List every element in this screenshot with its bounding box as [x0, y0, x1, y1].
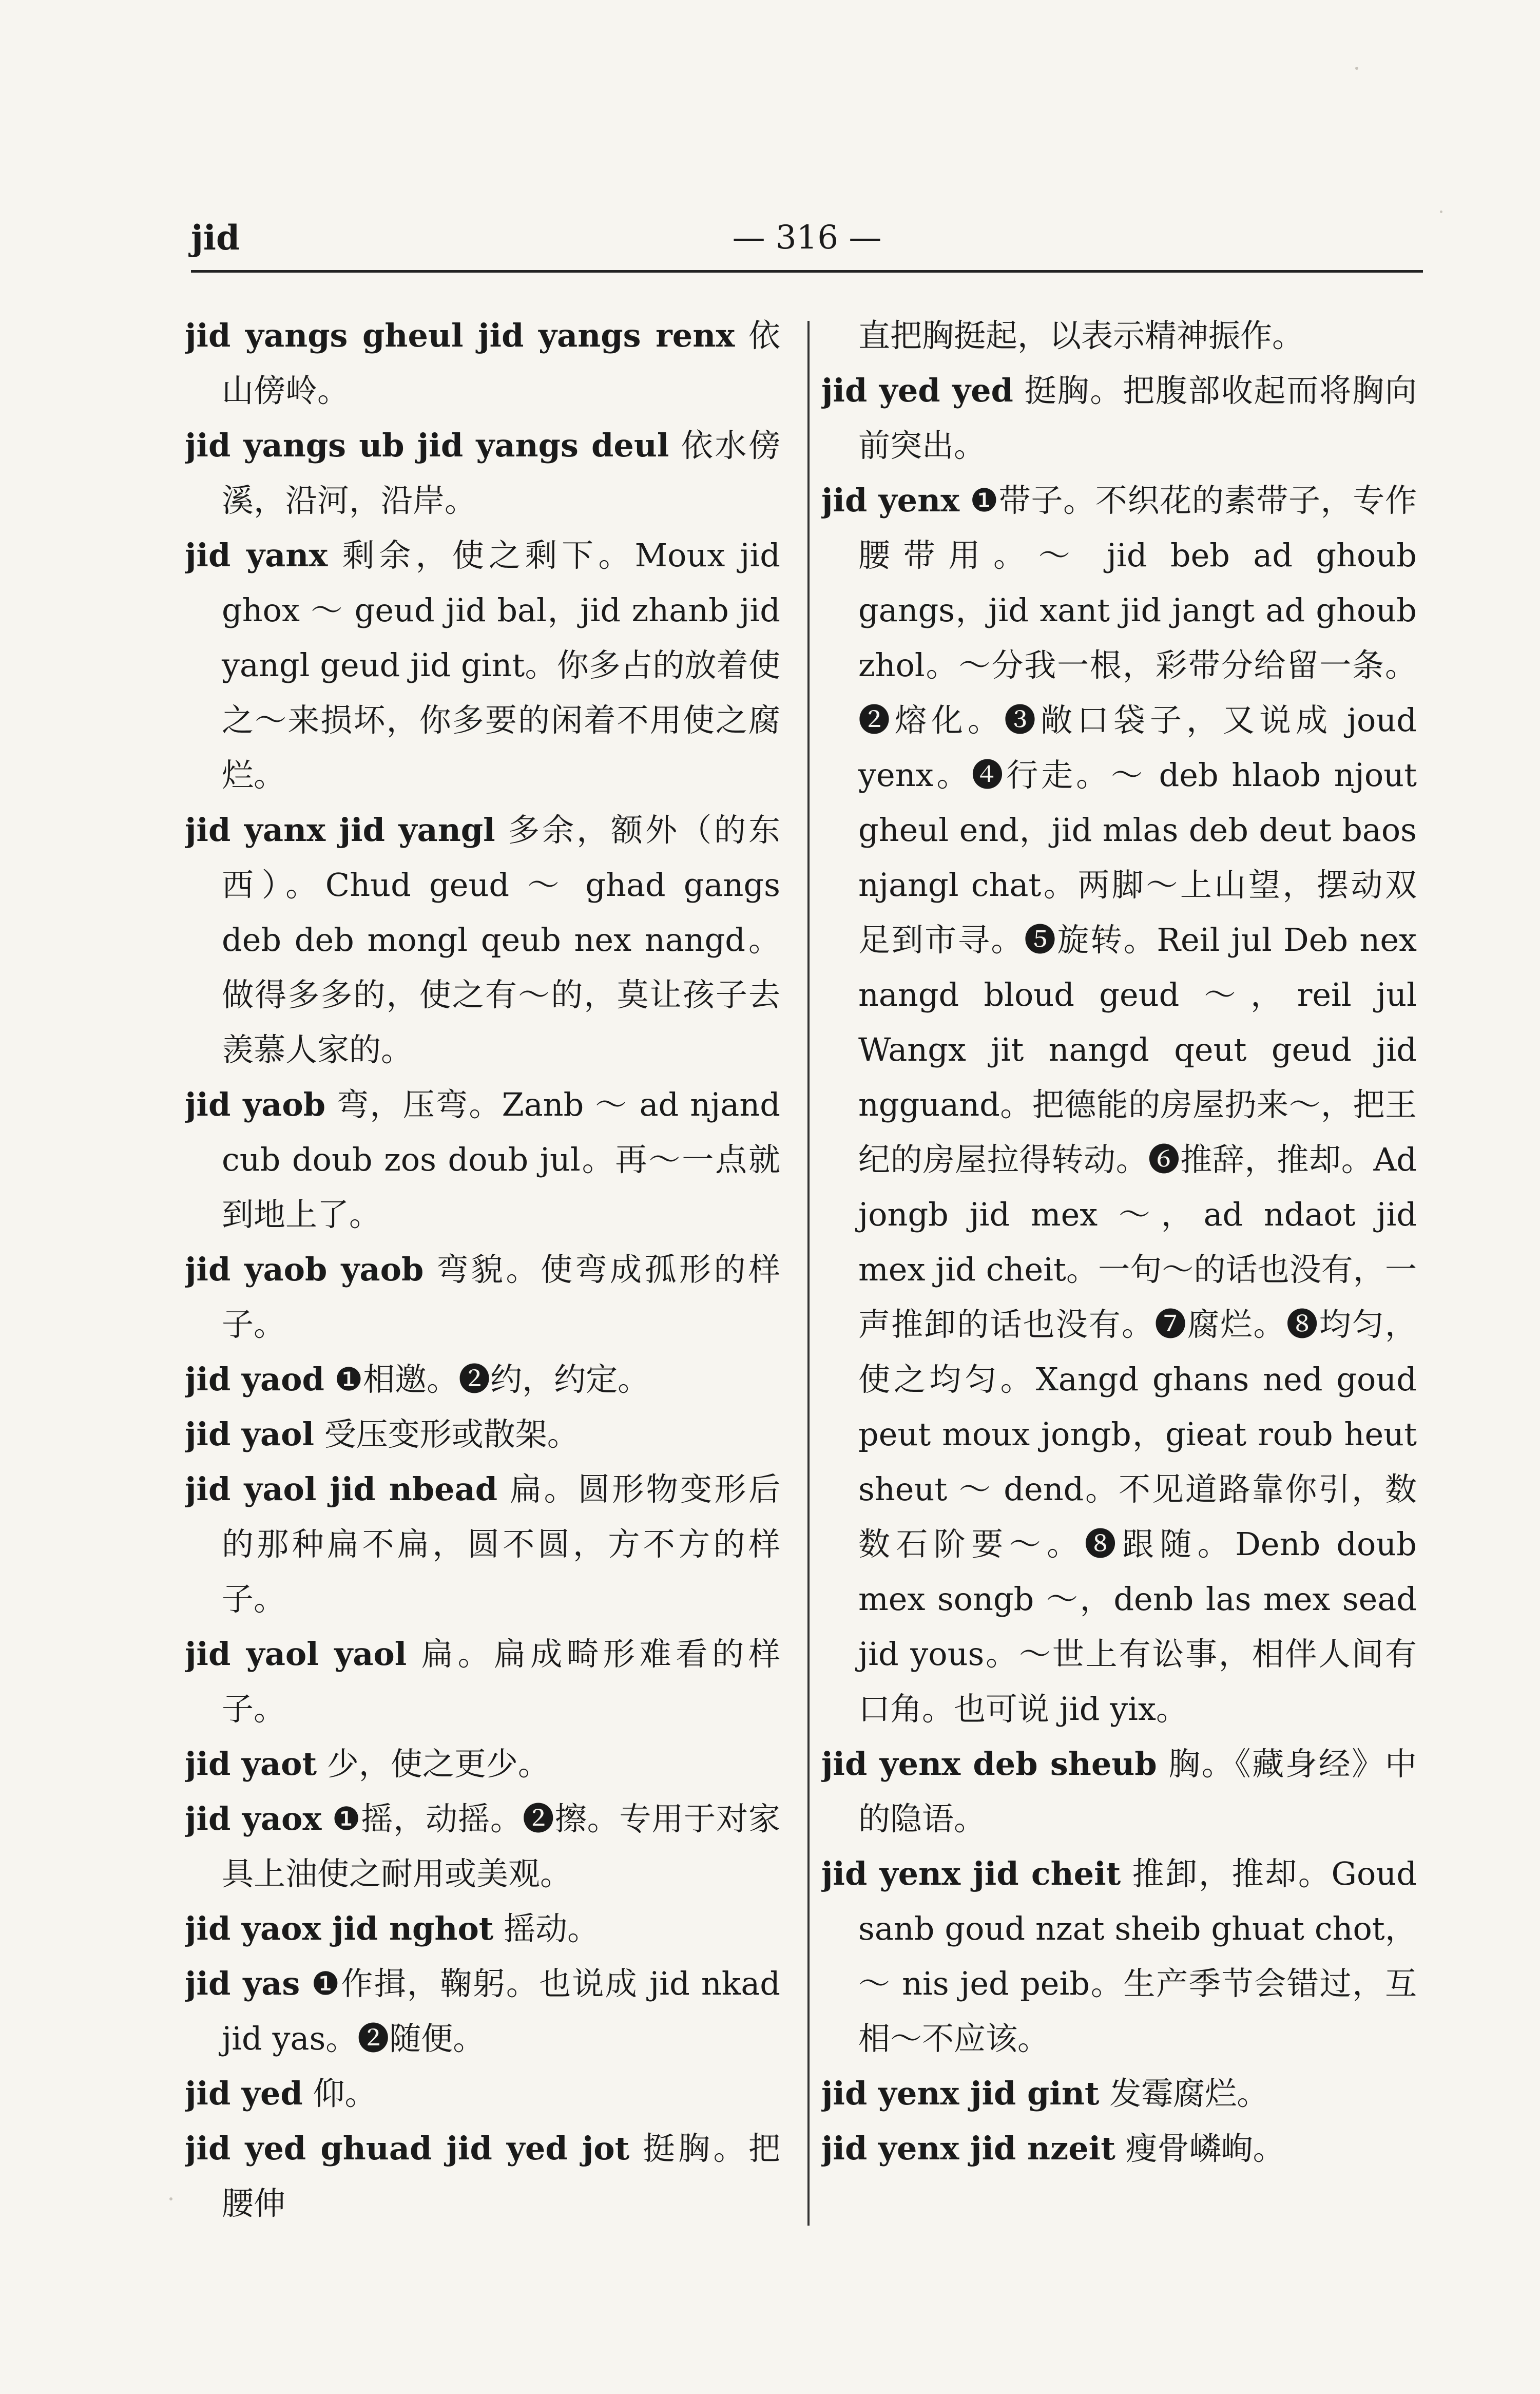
dictionary-entry: [185, 1956, 780, 2066]
entry-headword: jid yenx: [821, 482, 960, 519]
entry-definition: ❶相邀。❷约，约定。: [324, 1361, 650, 1398]
entry-headword: jid yaol: [185, 1415, 315, 1453]
entry-headword: jid yaox jid nghot: [185, 1910, 494, 1947]
entry-definition: 瘦骨嶙峋。: [1115, 2130, 1285, 2167]
entry-headword: jid yed: [185, 2075, 303, 2112]
entry-headword: jid yanx: [185, 537, 328, 574]
header-rule: [191, 270, 1423, 273]
dictionary-entry: [185, 1791, 780, 1901]
dictionary-entry: [185, 1407, 780, 1462]
dictionary-entry: [185, 1736, 780, 1791]
dictionary-entry: [185, 2121, 780, 2231]
entry-headword: jid yed yed: [821, 372, 1013, 409]
entry-definition: 受压变形或散架。: [314, 1415, 579, 1453]
entry-headword: jid yenx deb sheub: [821, 1745, 1157, 1783]
page-number: — 316 —: [732, 219, 882, 257]
entry-headword: jid yaod: [185, 1361, 324, 1398]
dictionary-entry: [821, 2121, 1417, 2176]
left-column: [185, 308, 780, 2259]
entry-headword: jid yanx jid yangl: [185, 811, 495, 849]
entry-definition: 挺胸。把腹部收起而将胸向前突出。: [858, 372, 1417, 464]
dictionary-entry: [821, 363, 1417, 473]
entry-headword: jid yaob: [185, 1086, 326, 1123]
entry-definition: 依山傍岭。: [222, 317, 780, 409]
dictionary-entry: [821, 473, 1417, 1736]
entry-definition: ❶作揖，鞠躬。也说成 jid nkad jid yas。❷随便。: [222, 1965, 780, 2057]
scan-speck: [169, 2197, 172, 2200]
page-header: [191, 215, 1423, 271]
entry-headword: jid yaob yaob: [185, 1251, 424, 1288]
entry-definition: 弯，压弯。Zanb ～ ad njand cub doub zos doub jul。再～一点就到地上了。: [222, 1086, 780, 1233]
entry-headword: jid yaol yaol: [185, 1635, 407, 1673]
scan-speck: [1440, 210, 1442, 213]
entry-definition: 推卸，推却。Goud sanb goud nzat sheib ghuat chot，～ nis jed peib。生产季节会错过，互相～不应该。: [858, 1855, 1417, 2057]
dictionary-entry: [185, 1462, 780, 1626]
entry-headword: jid yenx jid cheit: [821, 1855, 1121, 1892]
dictionary-entry: [185, 308, 780, 418]
entry-headword: jid yaox: [185, 1800, 322, 1837]
dictionary-entry: [185, 2066, 780, 2121]
entry-definition: 摇动。: [493, 1910, 600, 1947]
entry-definition: 剩余，使之剩下。Moux jid ghox ～ geud jid bal，jid zhanb jid yangl geud jid gint。你多占的放着使之～来损坏，你多要的闲着不用使之腐烂。: [222, 537, 780, 794]
dictionary-entry: [821, 1736, 1417, 1846]
entry-definition: 依水傍溪，沿河，沿岸。: [222, 427, 780, 519]
right-column: [821, 308, 1417, 2259]
scan-speck: [1355, 67, 1358, 70]
entry-headword: jid yangs gheul jid yangs renx: [185, 317, 735, 354]
entry-definition: ❶摇，动摇。❷擦。专用于对家具上油使之耐用或美观。: [222, 1800, 780, 1892]
entry-definition: 挺胸。把腰伸: [222, 2130, 780, 2222]
entry-definition: 胸。《藏身经》中的隐语。: [858, 1745, 1417, 1837]
dictionary-entry: [185, 1352, 780, 1407]
dictionary-entry: [185, 1901, 780, 1956]
entry-definition: 少，使之更少。: [317, 1745, 550, 1783]
entry-headword: jid yas: [185, 1965, 300, 2002]
dictionary-entry: [185, 1242, 780, 1352]
entry-headword: jid yenx jid nzeit: [821, 2130, 1115, 2167]
entry-definition: ❶带子。不织花的素带子，专作腰带用。～ jid beb ad ghoub gangs，jid xant jid jangt ad ghoub zhol。～分我一根，彩带分给留一条。❷熔化。❸敞口袋子，又说成 joud yenx。❹行走。～ deb hlaob njout gheul end，jid mlas deb deut baos njangl chat。两脚～上山望，摆动双足到市寻。❺旋转。Reil jul Deb nex nangd bloud geud ～，reil jul Wangx jit nangd qeut geud jid ngguand。把德能的房屋扔来～，把王纪的房屋拉得转动。❻推辞，推却。Ad jongb jid mex ～，ad ndaot jid mex jid cheit。一句～的话也没有，一声推卸的话也没有。❼腐烂。❽均匀，使之均匀。Xangd ghans ned goud peut moux jongb，gieat roub heut sheut ～ dend。不见道路靠你引，数数石阶要～。❽跟随。Denb doub mex songb ～，denb las mex sead jid yous。～世上有讼事，相伴人间有口角。也可说 jid yix。: [858, 482, 1417, 1728]
entry-headword: jid yenx jid gint: [821, 2075, 1100, 2112]
dictionary-entry: [185, 802, 780, 1077]
entry-headword: jid yed ghuad jid yed jot: [185, 2130, 630, 2167]
dictionary-entry: [185, 1077, 780, 1242]
entry-headword: jid yaot: [185, 1745, 317, 1783]
entry-definition: 多余，额外（的东西）。Chud geud ～ ghad gangs deb deb mongl qeub nex nangd。做得多多的，使之有～的，莫让孩子去羡慕人家的。: [222, 811, 780, 1068]
dictionary-entry: [821, 2066, 1417, 2121]
dictionary-entry: [185, 528, 780, 802]
entry-definition: 扁。圆形物变形后的那种扁不扁，圆不圆，方不方的样子。: [222, 1470, 780, 1618]
entry-definition: 扁。扁成畸形难看的样子。: [222, 1635, 780, 1728]
guide-word: jid: [191, 218, 240, 258]
entry-headword: jid yangs ub jid yangs deul: [185, 427, 669, 464]
entry-headword: jid yaol jid nbead: [185, 1470, 498, 1508]
dictionary-entry: [185, 418, 780, 528]
column-divider: [807, 321, 810, 2226]
entry-definition: 仰。: [302, 2075, 377, 2112]
dictionary-entry: [185, 1626, 780, 1736]
entry-definition: 弯貌。使弯成孤形的样子。: [222, 1251, 780, 1343]
entry-continuation: 直把胸挺起，以表示精神振作。: [858, 317, 1304, 354]
dictionary-entry: [821, 1846, 1417, 2066]
entry-definition: 发霉腐烂。: [1099, 2075, 1269, 2112]
